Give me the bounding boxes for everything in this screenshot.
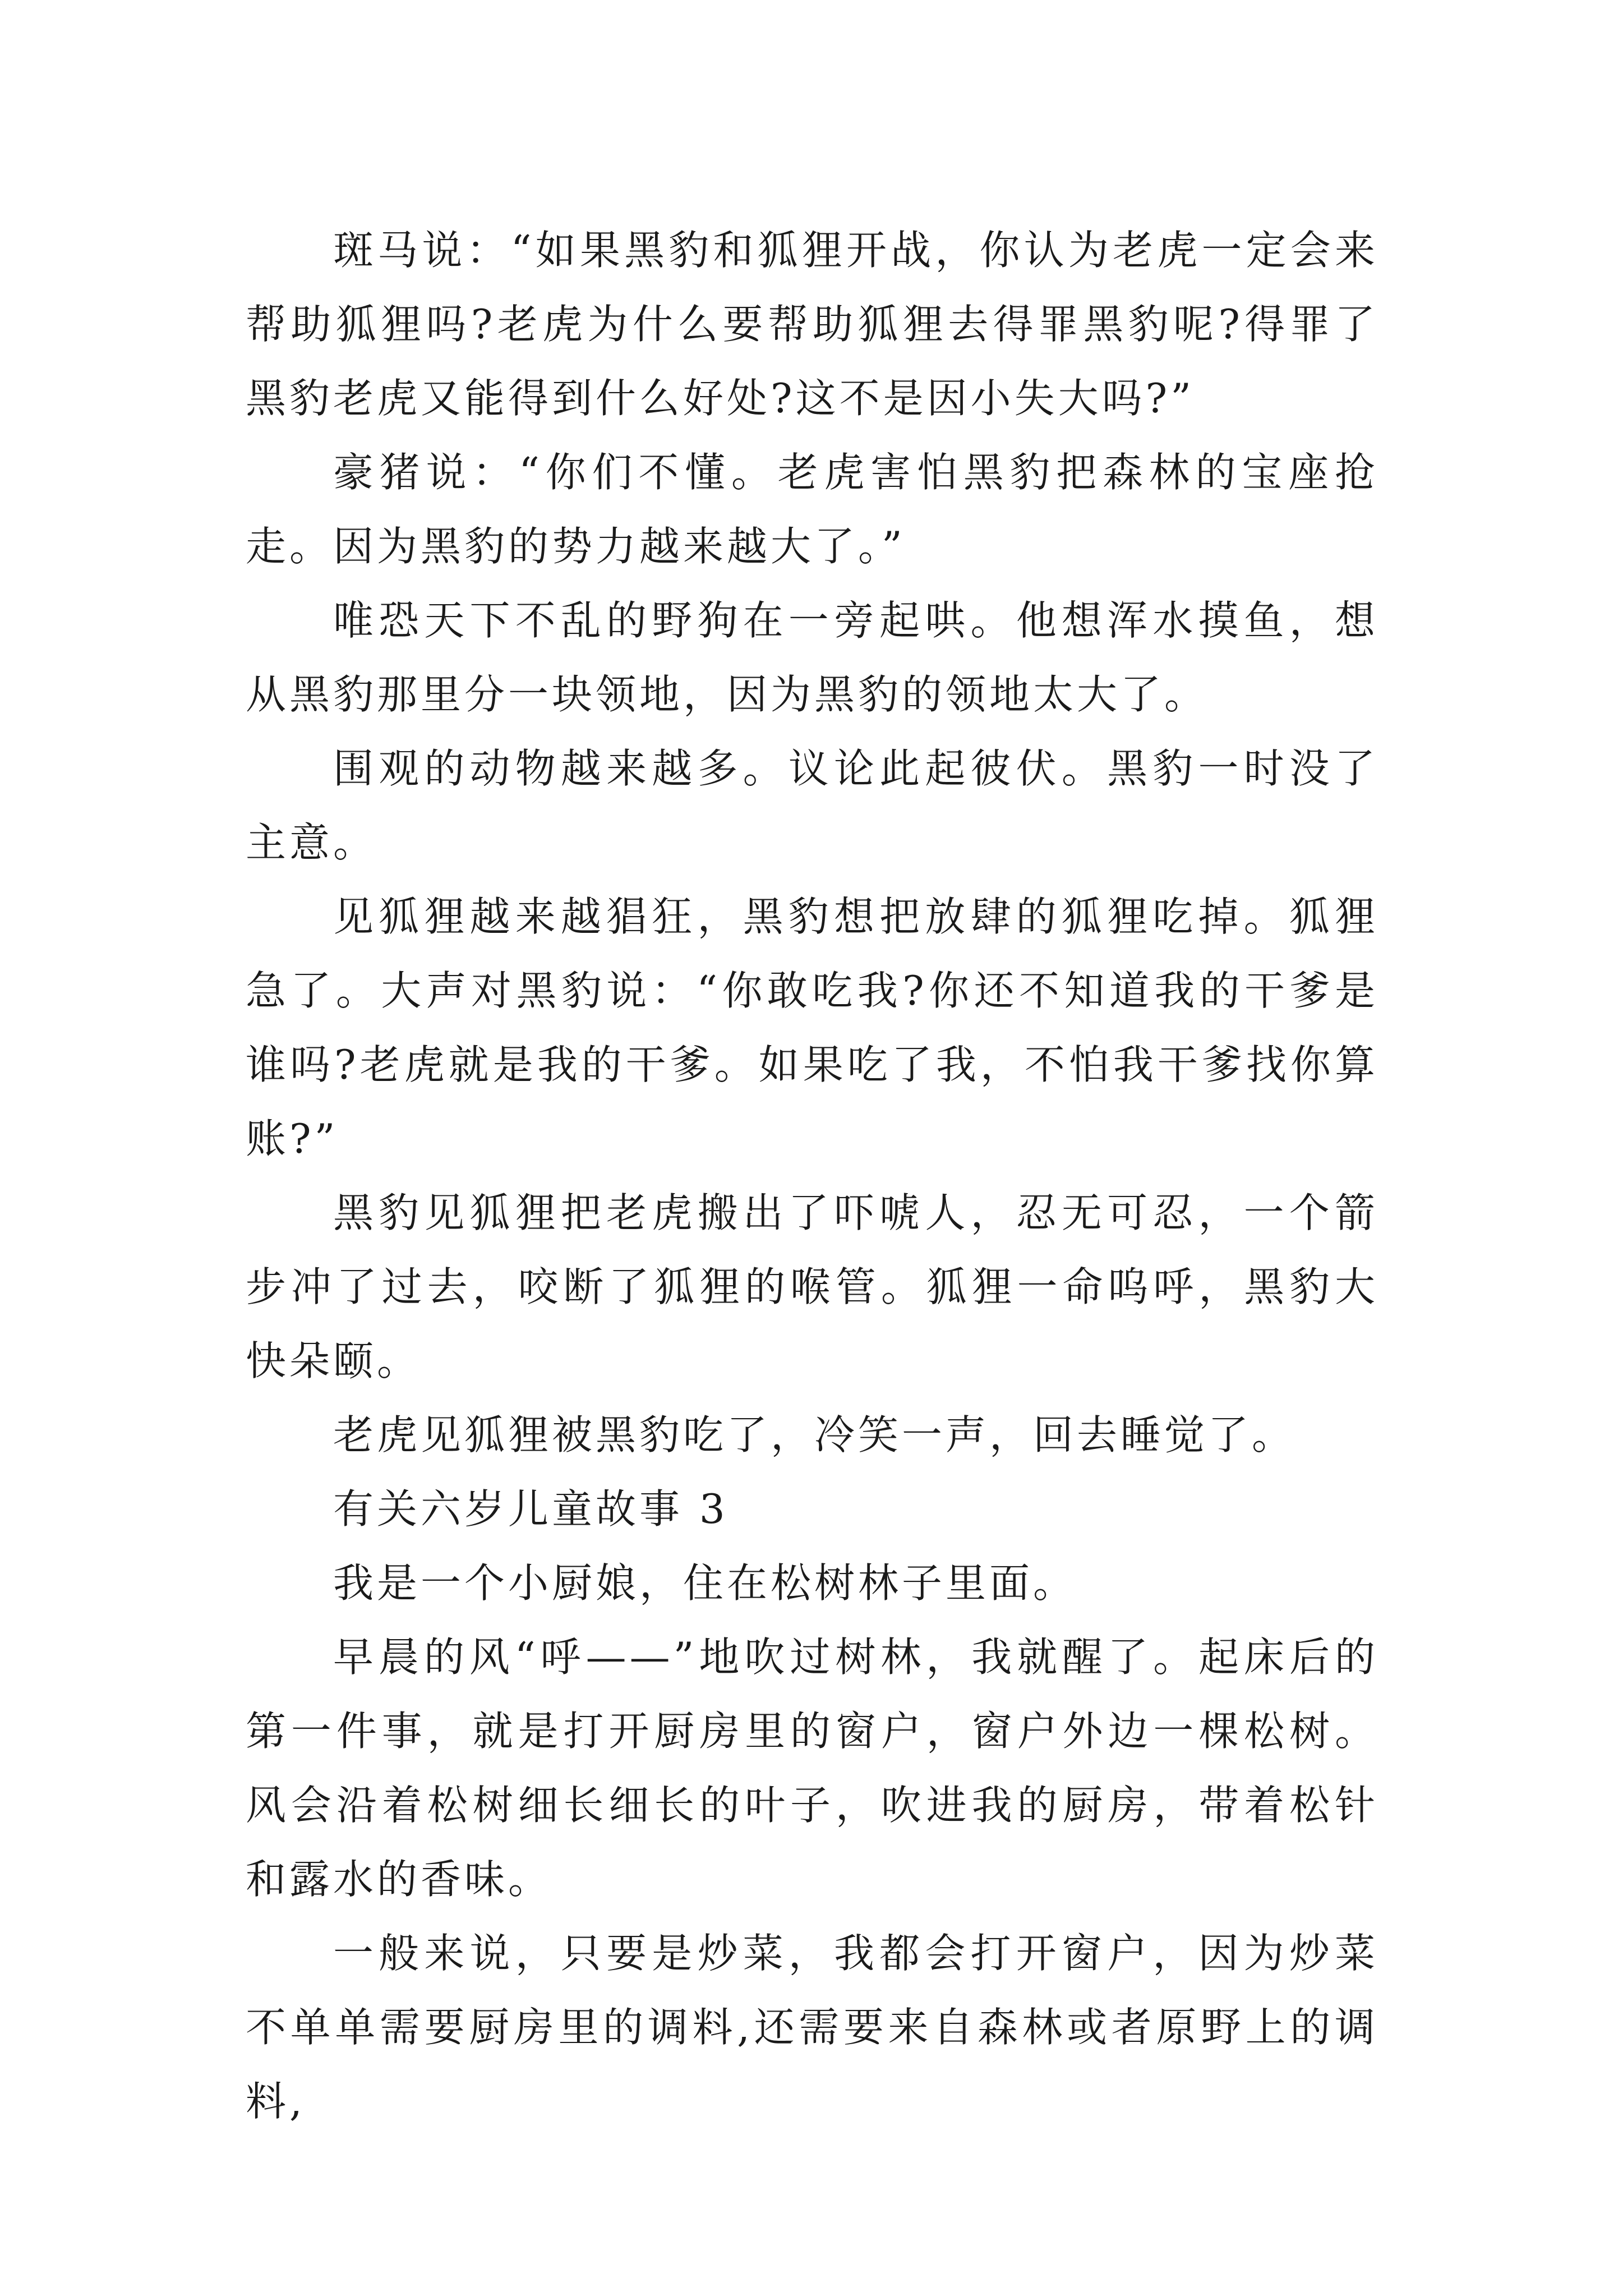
paragraph-zebra: 斑马说：“如果黑豹和狐狸开战，你认为老虎一定会来帮助狐狸吗?老虎为什么要帮助狐狸去得罪黑豹呢?得罪了黑豹老虎又能得到什么好处?这不是因小失大吗?” — [246, 227, 1378, 422]
section-title: 有关六岁儿童故事 3 — [333, 1485, 728, 1533]
paragraph-cooking-window: 一般来说，只要是炒菜，我都会打开窗户，因为炒菜不单单需要厨房里的调料,还需要来自森林或者原野上的调料, — [246, 1930, 1378, 2125]
paragraph-tiger-sneers: 老虎见狐狸被黑豹吃了，冷笑一声，回去睡觉了。 — [333, 1411, 1296, 1458]
paragraph-wild-dog: 唯恐天下不乱的野狗在一旁起哄。他想浑水摸鱼，想从黑豹那里分一块领地，因为黑豹的领地太大了。 — [246, 597, 1378, 718]
paragraph-porcupine: 豪猪说：“你们不懂。老虎害怕黑豹把森林的宝座抢走。因为黑豹的势力越来越大了。” — [246, 449, 1378, 570]
paragraph-fox-threat: 见狐狸越来越猖狂，黑豹想把放肆的狐狸吃掉。狐狸急了。大声对黑豹说：“你敢吃我?你还不知道我的干爹是谁吗?老虎就是我的干爹。如果吃了我，不怕我干爹找你算账?” — [246, 893, 1378, 1162]
paragraph-onlookers: 围观的动物越来越多。议论此起彼伏。黑豹一时没了主意。 — [246, 745, 1378, 866]
paragraph-little-cook: 我是一个小厨娘，住在松树林子里面。 — [333, 1559, 1077, 1607]
document-body — [246, 213, 1378, 2138]
paragraph-panther-attack: 黑豹见狐狸把老虎搬出了吓唬人，忍无可忍，一个箭步冲了过去，咬断了狐狸的喉管。狐狸一命呜呼，黑豹大快朵颐。 — [246, 1189, 1378, 1384]
paragraph-morning-wind: 早晨的风“呼——”地吹过树林，我就醒了。起床后的第一件事，就是打开厨房里的窗户，窗户外边一棵松树。风会沿着松树细长细长的叶子，吹进我的厨房，带着松针和露水的香味。 — [246, 1634, 1378, 1903]
